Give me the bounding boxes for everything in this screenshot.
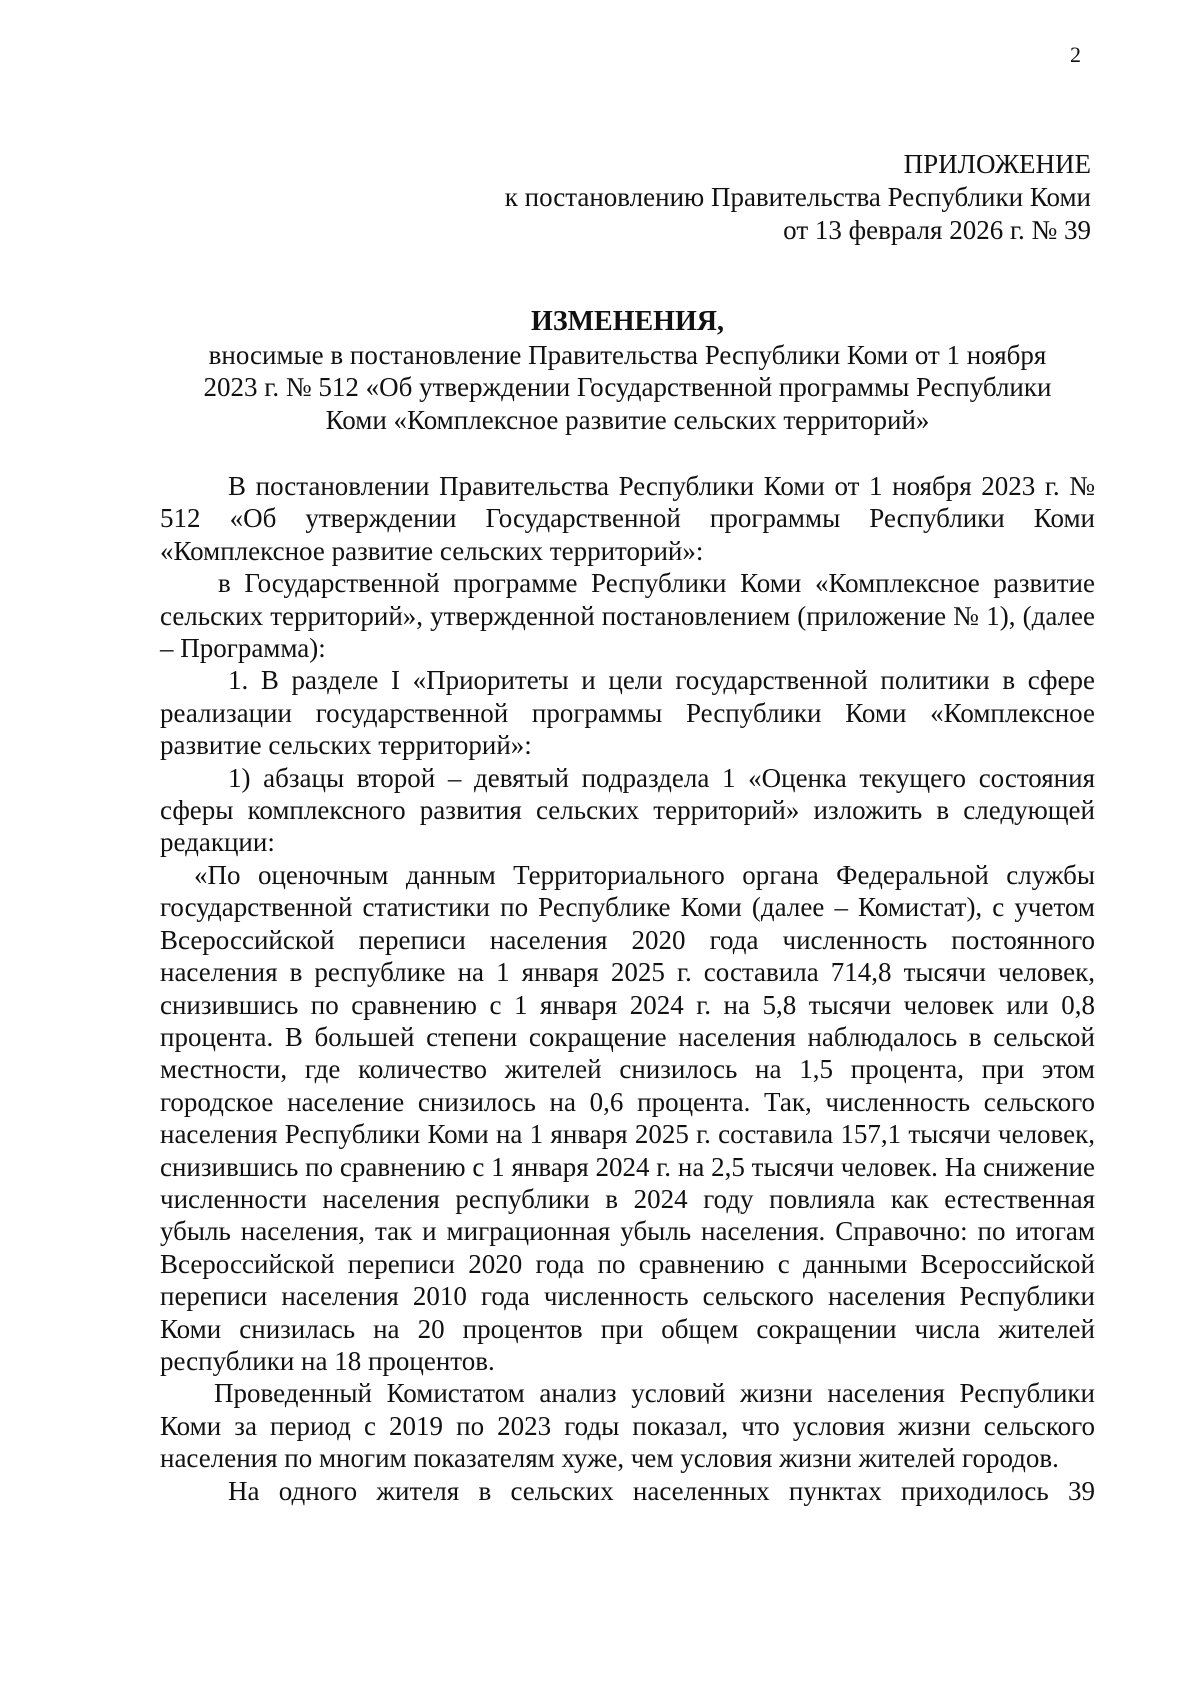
appendix-reference: к постановлению Правительства Республики Коми [504,182,1091,212]
appendix-title: ПРИЛОЖЕНИЕ [903,149,1091,179]
paragraph-living-conditions: Проведенный Комистатом анализ условий жизни населения Республики Коми за период с 2019 по 2023 годы показал, что условия жизни сельского населения по многим показателям хуже, чем условия жизни жителей городов. [160,1378,1095,1474]
page-number: 2 [1070,42,1081,67]
paragraph-section-1: 1. В разделе I «Приоритеты и цели государственной политики в сфере реализации государственной программы Республики Коми «Комплексное развитие сельских территорий»: [160,665,1095,761]
document-subtitle-line-3: Коми «Комплексное развитие сельских территорий» [325,404,930,435]
appendix-date: от 13 февраля 2026 г. № 39 [783,215,1091,245]
paragraph-per-resident: На одного жителя в сельских населенных пунктах приходилось 39 [228,1475,1095,1506]
document-heading: ИЗМЕНЕНИЯ, [531,306,724,337]
paragraph-subsection-1: 1) абзацы второй – девятый подраздела 1 «Оценка текущего состояния сферы комплексного развития сельских территорий» изложить в следующей редакции: [160,762,1095,858]
document-subtitle-line-2: 2023 г. № 512 «Об утверждении Государственной программы Республики [203,372,1052,402]
document-title-block [160,306,1095,436]
appendix-header [505,148,1091,247]
document-subtitle-line-1: вносимые в постановление Правительства Республики Коми от 1 ноября [208,339,1047,370]
paragraph-quote-statistics: «По оценочным данным Территориального органа Федеральной службы государственной статистики по Республике Коми (далее – Комистат), с учетом Всероссийской переписи населения 2020 года численность постоянного населения в республике на 1 января 2025 г. составила 714,8 тысячи человек, снизившись по сравнению с 1 января 2024 г. на 5,8 тысячи человек или 0,8 процента. В большей степени сокращение населения наблюдалось в сельской местности, где количество жителей снизилось на 1,5 процента, при этом городское население снизилось на 0,6 процента. Так, численность сельского населения Республики Коми на 1 января 2025 г. составила 157,1 тысячи человек, снизившись по сравнению с 1 января 2024 г. на 2,5 тысячи человек. На снижение численности населения республики в 2024 году повлияла как естественная убыль населения, так и миграционная убыль населения. Справочно: по итогам Всероссийской переписи 2020 года по сравнению с данными Всероссийской переписи населения 2010 года численность сельского населения Республики Коми снизилась на 20 процентов при общем сокращении числа жителей республики на 18 процентов. [160,859,1095,1376]
paragraph-program: в Государственной программе Республики Коми «Комплексное развитие сельских территорий», утвержденной постановлением (приложение № 1), (далее – Программа): [160,568,1095,664]
paragraph-intro: В постановлении Правительства Республики Коми от 1 ноября 2023 г. № 512 «Об утверждении Государственной программы Республики Коми «Комплексное развитие сельских территорий»: [160,471,1095,566]
document-body [160,470,1095,1507]
